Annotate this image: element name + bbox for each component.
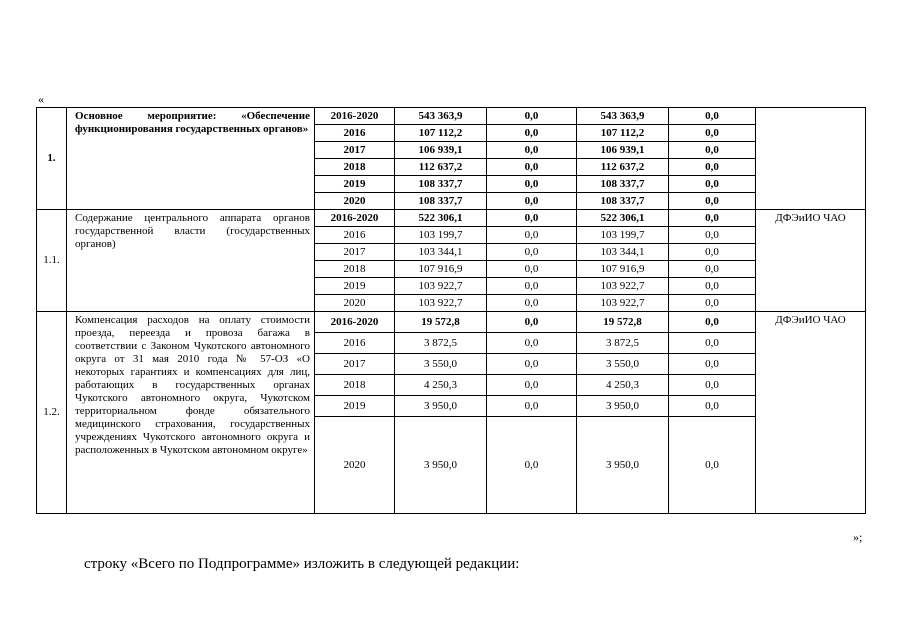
period-cell: 2017 xyxy=(315,354,395,375)
period-cell: 2019 xyxy=(315,396,395,417)
regional-cell: 103 344,1 xyxy=(577,244,669,261)
period-cell: 2016 xyxy=(315,333,395,354)
regional-cell: 522 306,1 xyxy=(577,210,669,227)
federal-cell: 0,0 xyxy=(487,244,577,261)
regional-cell: 19 572,8 xyxy=(577,312,669,333)
period-cell: 2018 xyxy=(315,159,395,176)
total-cell: 19 572,8 xyxy=(395,312,487,333)
other-cell: 0,0 xyxy=(669,193,756,210)
other-cell: 0,0 xyxy=(669,417,756,514)
federal-cell: 0,0 xyxy=(487,354,577,375)
federal-cell: 0,0 xyxy=(487,193,577,210)
other-cell: 0,0 xyxy=(669,176,756,193)
federal-cell: 0,0 xyxy=(487,417,577,514)
federal-cell: 0,0 xyxy=(487,227,577,244)
other-cell: 0,0 xyxy=(669,295,756,312)
opening-quote: « xyxy=(38,92,44,106)
row-number: 1. xyxy=(37,108,67,210)
regional-cell: 103 922,7 xyxy=(577,278,669,295)
regional-cell: 3 950,0 xyxy=(577,396,669,417)
total-cell: 3 550,0 xyxy=(395,354,487,375)
period-cell: 2017 xyxy=(315,244,395,261)
total-cell: 103 922,7 xyxy=(395,278,487,295)
federal-cell: 0,0 xyxy=(487,125,577,142)
total-cell: 106 939,1 xyxy=(395,142,487,159)
total-cell: 103 199,7 xyxy=(395,227,487,244)
other-cell: 0,0 xyxy=(669,333,756,354)
regional-cell: 108 337,7 xyxy=(577,193,669,210)
period-cell: 2018 xyxy=(315,261,395,278)
total-cell: 3 950,0 xyxy=(395,417,487,514)
regional-cell: 106 939,1 xyxy=(577,142,669,159)
total-cell: 3 950,0 xyxy=(395,396,487,417)
period-cell: 2016-2020 xyxy=(315,210,395,227)
federal-cell: 0,0 xyxy=(487,159,577,176)
regional-cell: 107 112,2 xyxy=(577,125,669,142)
regional-cell: 543 363,9 xyxy=(577,108,669,125)
period-cell: 2020 xyxy=(315,295,395,312)
regional-cell: 108 337,7 xyxy=(577,176,669,193)
other-cell: 0,0 xyxy=(669,261,756,278)
federal-cell: 0,0 xyxy=(487,142,577,159)
period-cell: 2018 xyxy=(315,375,395,396)
other-cell: 0,0 xyxy=(669,244,756,261)
period-cell: 2016-2020 xyxy=(315,108,395,125)
row-description: Содержание центрального аппарата органов государственной власти (государственных органов) xyxy=(67,210,315,312)
period-cell: 2016 xyxy=(315,227,395,244)
regional-cell: 103 199,7 xyxy=(577,227,669,244)
regional-cell: 107 916,9 xyxy=(577,261,669,278)
period-cell: 2016-2020 xyxy=(315,312,395,333)
row-number: 1.1. xyxy=(37,210,67,312)
responsible-cell: ДФЭиИО ЧАО xyxy=(756,312,866,514)
federal-cell: 0,0 xyxy=(487,333,577,354)
total-cell: 4 250,3 xyxy=(395,375,487,396)
federal-cell: 0,0 xyxy=(487,108,577,125)
total-cell: 103 344,1 xyxy=(395,244,487,261)
federal-cell: 0,0 xyxy=(487,176,577,193)
closing-quote: »; xyxy=(853,530,863,544)
federal-cell: 0,0 xyxy=(487,375,577,396)
federal-cell: 0,0 xyxy=(487,396,577,417)
federal-cell: 0,0 xyxy=(487,295,577,312)
regional-cell: 3 550,0 xyxy=(577,354,669,375)
regional-cell: 4 250,3 xyxy=(577,375,669,396)
other-cell: 0,0 xyxy=(669,375,756,396)
total-cell: 522 306,1 xyxy=(395,210,487,227)
row-description: Основное мероприятие: «Обеспечение функционирования государственных органов» xyxy=(67,108,315,210)
federal-cell: 0,0 xyxy=(487,210,577,227)
total-cell: 3 872,5 xyxy=(395,333,487,354)
period-cell: 2020 xyxy=(315,193,395,210)
period-cell: 2019 xyxy=(315,176,395,193)
other-cell: 0,0 xyxy=(669,125,756,142)
other-cell: 0,0 xyxy=(669,227,756,244)
program-table xyxy=(36,107,866,514)
other-cell: 0,0 xyxy=(669,354,756,375)
federal-cell: 0,0 xyxy=(487,278,577,295)
row-description: Компенсация расходов на оплату стоимости проезда, переезда и провоза багажа в соответствии с Законом Чукотского автономного округа от 31 мая 2010 года № 57-ОЗ «О некоторых гарантиях и компенсациях для лиц, работающих в государственных органах Чукотского автономного округа, Чукотском территориальном фонде обязательного медицинского страхования, государственных учреждениях Чукотского автономного округа и расположенных в Чукотском автономном округе» xyxy=(67,312,315,514)
other-cell: 0,0 xyxy=(669,312,756,333)
regional-cell: 3 950,0 xyxy=(577,417,669,514)
other-cell: 0,0 xyxy=(669,159,756,176)
other-cell: 0,0 xyxy=(669,210,756,227)
regional-cell: 112 637,2 xyxy=(577,159,669,176)
total-cell: 107 112,2 xyxy=(395,125,487,142)
responsible-cell xyxy=(756,108,866,210)
period-cell: 2019 xyxy=(315,278,395,295)
period-cell: 2016 xyxy=(315,125,395,142)
other-cell: 0,0 xyxy=(669,108,756,125)
regional-cell: 103 922,7 xyxy=(577,295,669,312)
period-cell: 2017 xyxy=(315,142,395,159)
instruction-text: строку «Всего по Подпрограмме» изложить в следующей редакции: xyxy=(84,556,520,572)
other-cell: 0,0 xyxy=(669,142,756,159)
total-cell: 112 637,2 xyxy=(395,159,487,176)
total-cell: 107 916,9 xyxy=(395,261,487,278)
period-cell: 2020 xyxy=(315,417,395,514)
total-cell: 543 363,9 xyxy=(395,108,487,125)
row-number: 1.2. xyxy=(37,312,67,514)
responsible-cell: ДФЭиИО ЧАО xyxy=(756,210,866,312)
other-cell: 0,0 xyxy=(669,278,756,295)
regional-cell: 3 872,5 xyxy=(577,333,669,354)
total-cell: 108 337,7 xyxy=(395,176,487,193)
total-cell: 108 337,7 xyxy=(395,193,487,210)
other-cell: 0,0 xyxy=(669,396,756,417)
total-cell: 103 922,7 xyxy=(395,295,487,312)
federal-cell: 0,0 xyxy=(487,261,577,278)
federal-cell: 0,0 xyxy=(487,312,577,333)
